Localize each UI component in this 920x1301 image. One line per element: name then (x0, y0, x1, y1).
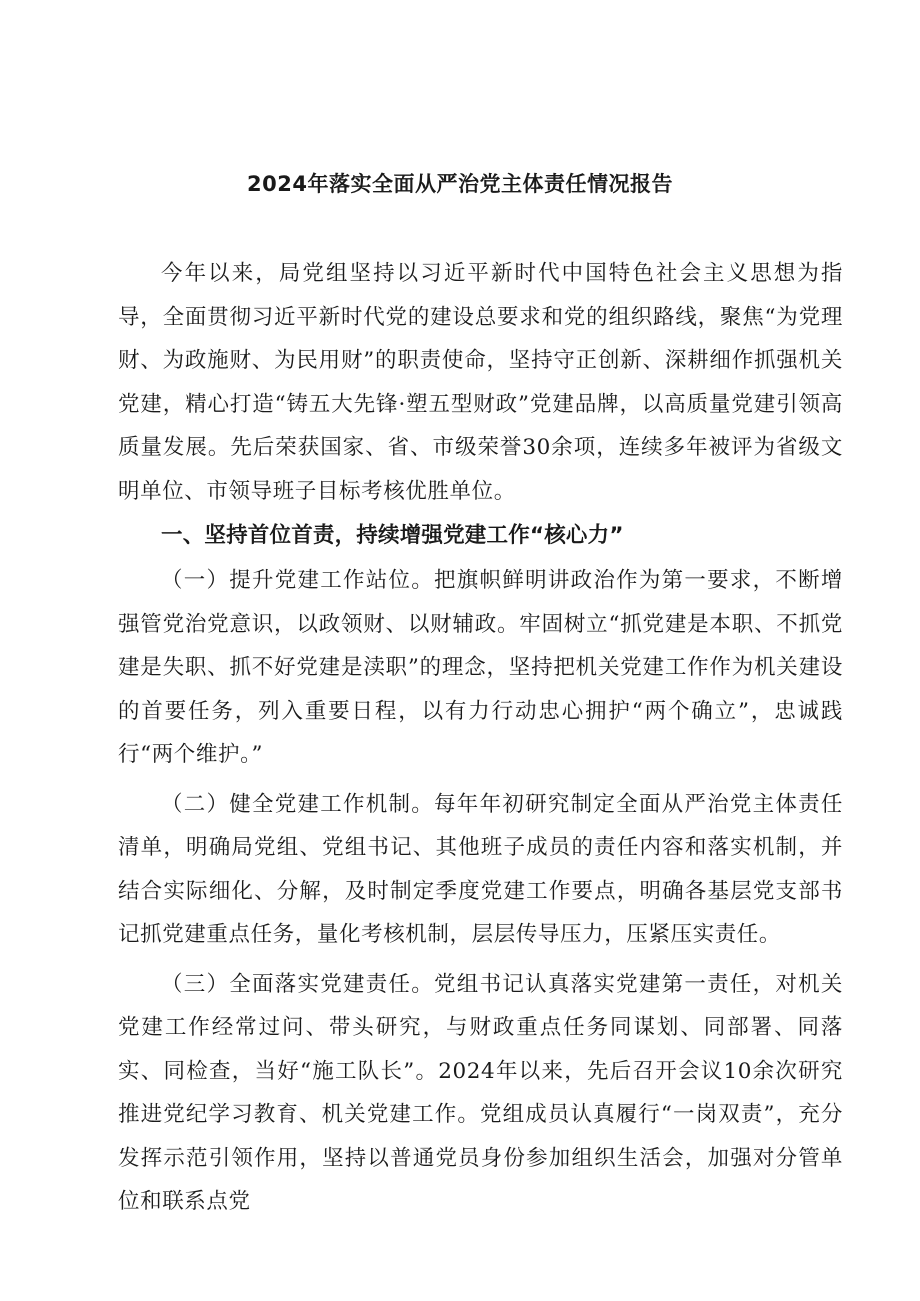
document-title: 2024年落实全面从严治党主体责任情况报告 (247, 172, 673, 196)
section-1 (118, 513, 843, 1224)
document-body (118, 252, 843, 1224)
section-heading: 一、坚持首位首责，持续增强党建工作“核心力” (161, 523, 624, 548)
section-paragraph-3: （三）全面落实党建责任。党组书记认真落实党建第一责任，对机关党建工作经常过问、带头研究，与财政重点任务同谋划、同部署、同落实、同检查，当好“施工队长”。2024年以来，先后召开会议10余次研究推进党纪学习教育、机关党建工作。党组成员认真履行“一岗双责”，充分发挥示范引领作用，坚持以普通党员身份参加组织生活会，加强对分管单位和联系点党 (118, 971, 843, 1214)
section-paragraph-2: （二）健全党建工作机制。每年年初研究制定全面从严治党主体责任清单，明确局党组、党组书记、其他班子成员的责任内容和落实机制，并结合实际细化、分解，及时制定季度党建工作要点，明确各基层党支部书记抓党建重点任务，量化考核机制，层层传导压力，压紧压实责任。 (118, 791, 843, 947)
section-paragraph-1: （一）提升党建工作站位。把旗帜鲜明讲政治作为第一要求，不断增强管党治党意识，以政领财、以财辅政。牢固树立“抓党建是本职、不抓党建是失职、抓不好党建是渎职”的理念，坚持把机关党建工作作为机关建设的首要任务，列入重要日程，以有力行动忠心拥护“两个确立”，忠诚践行“两个维护。” (118, 568, 843, 767)
intro-paragraph: 今年以来，局党组坚持以习近平新时代中国特色社会主义思想为指导，全面贯彻习近平新时代党的建设总要求和党的组织路线，聚焦“为党理财、为政施财、为民用财”的职责使命，坚持守正创新、深耕细作抓强机关党建，精心打造“铸五大先锋·塑五型财政”党建品牌，以高质量党建引领高质量发展。先后荣获国家、省、市级荣誉30余项，连续多年被评为省级文明单位、市领导班子目标考核优胜单位。 (118, 261, 843, 504)
